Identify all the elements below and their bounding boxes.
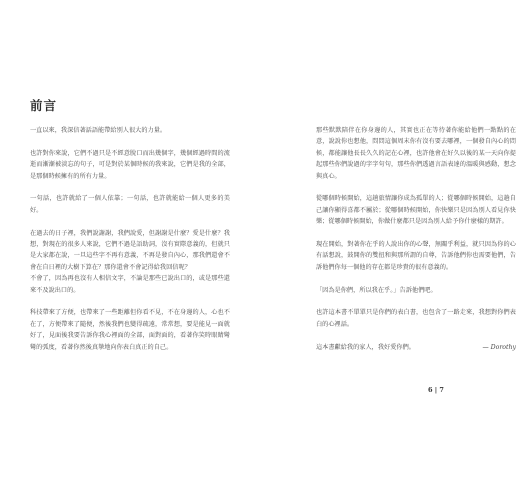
dedication-line (316, 342, 516, 353)
paragraph: 也許對你來說，它們不過只是不經意脫口而出幾個字，幾個經過時間的流逝而漸漸被淡忘的句子，可是對於某個時候的我來說，它們是我的全部，是那個時候擁有的所有力量。 (30, 149, 230, 180)
left-column (30, 125, 230, 364)
paragraph: 那些默默陪伴在你身邊的人，其實也正在等待著你能給他們一點點的在意，說說你也想他，問問這個周末你有沒有要去哪裡，一個發自內心的問候，都能讓他長長久久的記在心裡，也許他會在好久以後的某一天向你提起那些你們說過的字字句句，那些你們透過言語表達的溫暖與感動，想念與真心。 (316, 127, 516, 180)
page-number: 6 | 7 (428, 386, 444, 394)
paragraph: 從哪個時候開始，這趟旅情讓你成為孤單的人；從哪個時候開始，這趟自己讓你顯得喜都不屬於；從哪個時候開始，你快樂只是因為別人看見你快樂；從哪個時候開始，你做什麼都只是因為別人給予你什麼樣的期許。 (316, 195, 516, 226)
paragraph: 一直以來，我深信著話語能帶給別人很大的力量。 (30, 127, 167, 134)
right-page (260, 0, 520, 500)
dedication: 這本書獻給我的家人，我好愛你們。 (316, 343, 415, 351)
paragraph: 現在開始，對著你在乎的人說出你的心聲，無關乎利益，就只因為你的心有話想說，鼓開你的雙扭和與那所謂的自尊，告訴他們你也需要他們，告訴他們你每一個他的存在都是珍貴的很有意義的。 (316, 241, 516, 271)
signature: — Dorothy (482, 343, 516, 351)
paragraph: 在過去的日子裡，我們說謝謝，我們說愛，但謝謝是什麼？愛是什麼？我想，對現在的很多人來說，它們不過是語助詞，沒有實際意義的，但就只是大家都在說，一旦這些字不再有意義，不再是發自內心，那我們還會不會在自日裡的大樹下算在？那你還會不會記得給我回信呢？ (30, 229, 230, 271)
paragraph: 「因為是你們，所以我在乎。」告訴他們吧。 (316, 286, 437, 294)
paragraph: 一句話，也許就給了一個人依靠；一句話，也許就能給一個人更多的美好。 (30, 195, 230, 214)
paragraph: 也許這本書不單單只是你們的表白書，也包含了一路走來，我想對你們表白的心裡話。 (316, 309, 516, 328)
right-column (316, 125, 516, 353)
page-title: 前言 (30, 98, 58, 113)
paragraph: 不會了，因為再也沒有人相信文字，不論是那些已說出口的，或是那些還來不及說出口的。 (30, 275, 230, 294)
paragraph: 科技帶來了方便，也帶來了一些距離但你看不見，不在身邊的人，心也不在了，方便帶來了隨便，然後我們也變得疏遠，常常想，要是能見一面就好了，見面後我要告訴你我心裡面的全部，面對面的，看著你笑時眼睛彎彎的弧度，看著你然後真摯地向你表白真正的自己。 (30, 309, 230, 351)
